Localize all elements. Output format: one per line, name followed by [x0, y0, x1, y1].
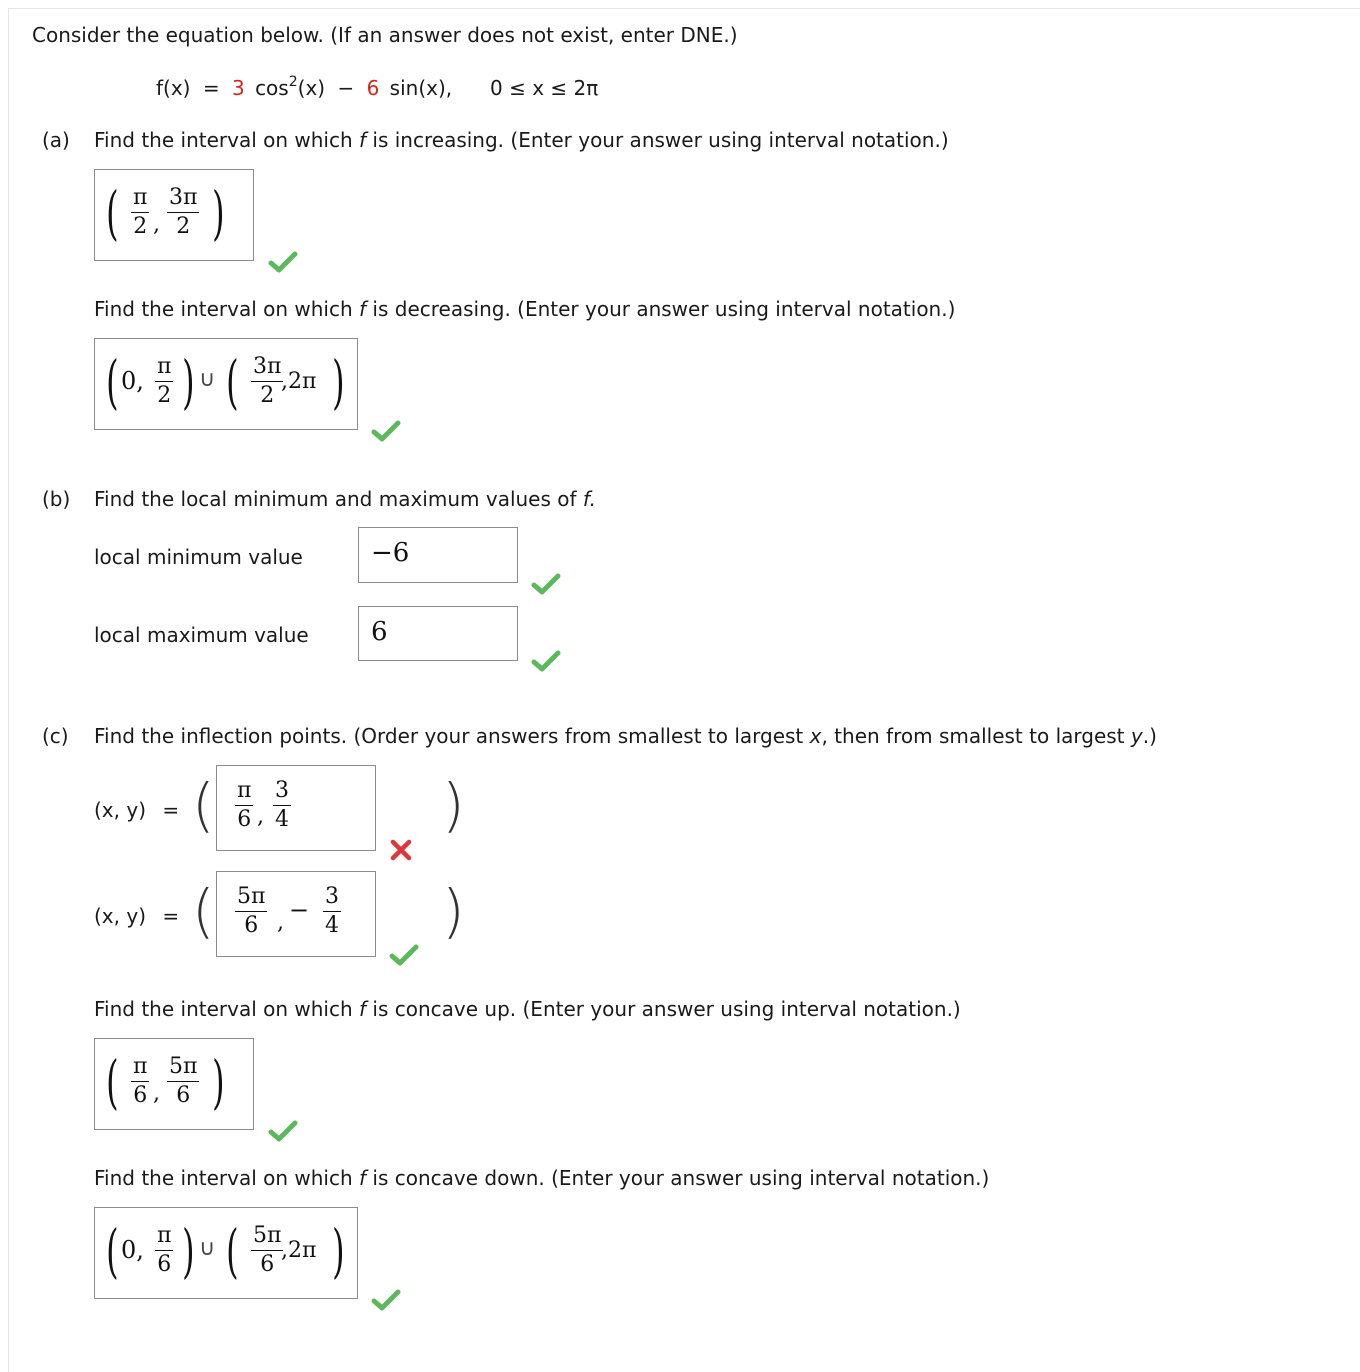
right-paren: ) — [182, 1217, 195, 1285]
part-c-label: (c) — [42, 724, 69, 748]
denominator: 2 — [260, 383, 275, 408]
part-c-question — [94, 724, 1157, 748]
local-min-value: −6 — [371, 538, 410, 568]
numerator: 5π — [235, 886, 267, 912]
negative-sign: − — [289, 896, 310, 924]
correct-check-icon — [268, 1119, 298, 1143]
equation — [156, 76, 452, 103]
numerator: 3 — [323, 886, 341, 912]
numerator: 3 — [273, 780, 291, 806]
left-paren: ( — [106, 1048, 119, 1116]
question-text: Find the local minimum and maximum values of — [94, 487, 583, 511]
fraction — [251, 356, 283, 407]
part-b-label: (b) — [42, 487, 71, 511]
numerator: π — [235, 780, 253, 806]
function-f: f. — [582, 487, 596, 511]
question-text: Find the interval on which — [94, 1166, 360, 1190]
question-text: .) — [1142, 724, 1157, 748]
left-paren: ( — [106, 348, 119, 416]
equation-exponent: 2 — [288, 74, 298, 90]
right-paren: ) — [442, 771, 465, 839]
fraction — [155, 1225, 173, 1276]
right-paren: ) — [212, 1048, 225, 1116]
fraction — [273, 780, 291, 831]
point-label: (x, y) — [94, 798, 146, 822]
part-c-question-concave-up — [94, 997, 961, 1021]
question-text: , then from smallest to largest — [821, 724, 1131, 748]
equation-coef2: 6 — [366, 76, 380, 100]
equals: = — [162, 904, 180, 928]
numerator: π — [131, 1056, 149, 1082]
frame-top-border — [8, 8, 1360, 9]
fraction — [167, 187, 199, 238]
comma: , — [257, 804, 264, 829]
right-paren: ) — [182, 348, 195, 416]
left-paren: ( — [226, 348, 239, 416]
local-max-input[interactable] — [358, 606, 518, 661]
variable-x: x — [809, 724, 822, 748]
question-text: Find the interval on which — [94, 128, 360, 152]
part-c-question-concave-down — [94, 1166, 989, 1190]
part-a-question-increasing — [94, 128, 949, 152]
local-max-value: 6 — [371, 617, 388, 647]
equation-term1: cos — [255, 76, 289, 100]
denominator: 2 — [133, 214, 148, 239]
question-text: Find the inflection points. (Order your answers from smallest to largest — [94, 724, 810, 748]
denominator: 6 — [237, 807, 252, 832]
numerator: 3π — [167, 187, 199, 213]
inflection-point-2-input[interactable] — [216, 871, 376, 957]
left-paren: ( — [192, 877, 215, 945]
local-min-label: local minimum value — [94, 545, 303, 569]
left-paren: ( — [192, 771, 215, 839]
denominator: 6 — [176, 1083, 191, 1108]
concave-up-answer-input[interactable] — [94, 1038, 254, 1130]
local-min-input[interactable] — [358, 527, 518, 583]
right-paren: ) — [442, 877, 465, 945]
union-symbol: ∪ — [199, 367, 216, 392]
question-text: Find the interval on which — [94, 997, 360, 1021]
left-paren: ( — [106, 179, 119, 247]
function-f: f — [359, 997, 367, 1021]
inflection-point-1-label — [94, 798, 179, 822]
inflection-point-2-label — [94, 904, 179, 928]
fraction — [235, 780, 253, 831]
part-a-question-decreasing — [94, 297, 955, 321]
denominator: 6 — [260, 1252, 275, 1277]
denominator: 2 — [157, 383, 172, 408]
fraction — [131, 187, 149, 238]
correct-check-icon — [371, 1288, 401, 1312]
incorrect-x-icon — [389, 838, 413, 862]
equation-equals: = — [202, 76, 220, 100]
denominator: 6 — [133, 1083, 148, 1108]
decreasing-answer-input[interactable] — [94, 338, 358, 430]
point-label: (x, y) — [94, 904, 146, 928]
correct-check-icon — [268, 250, 298, 274]
interval-start: 0, — [121, 1236, 144, 1264]
equation-term2: sin(x), — [389, 76, 453, 100]
correct-check-icon — [371, 419, 401, 443]
numerator: π — [155, 356, 173, 382]
numerator: π — [155, 1225, 173, 1251]
correct-check-icon — [531, 649, 561, 673]
fraction — [131, 1056, 149, 1107]
increasing-answer-input[interactable] — [94, 169, 254, 261]
equation-coef1: 3 — [231, 76, 245, 100]
function-f: f — [359, 1166, 367, 1190]
question-text: is decreasing. (Enter your answer using interval notation.) — [366, 297, 956, 321]
numerator: π — [131, 187, 149, 213]
right-paren: ) — [212, 179, 225, 247]
part-b-question — [94, 487, 596, 511]
question-text: is concave down. (Enter your answer using interval notation.) — [366, 1166, 990, 1190]
part-a-label: (a) — [42, 128, 70, 152]
right-paren: ) — [332, 1217, 345, 1285]
denominator: 2 — [176, 214, 191, 239]
left-paren: ( — [226, 1217, 239, 1285]
numerator: 3π — [251, 356, 283, 382]
equation-lhs: f(x) — [156, 76, 191, 100]
equation-domain: 0 ≤ x ≤ 2π — [490, 76, 599, 100]
interval-end: ,2π — [281, 369, 317, 394]
inflection-point-1-input[interactable] — [216, 765, 376, 851]
equation-minus: − — [337, 76, 355, 100]
denominator: 6 — [157, 1252, 172, 1277]
local-max-label: local maximum value — [94, 623, 309, 647]
fraction — [251, 1225, 283, 1276]
interval-start: 0, — [121, 367, 144, 395]
denominator: 4 — [275, 807, 289, 832]
function-f: f — [359, 297, 367, 321]
correct-check-icon — [389, 943, 419, 967]
fraction — [323, 886, 341, 937]
fraction — [167, 1056, 199, 1107]
concave-down-answer-input[interactable] — [94, 1207, 358, 1299]
frame-left-border — [8, 8, 9, 1372]
numerator: 5π — [251, 1225, 283, 1251]
variable-y: y — [1130, 724, 1143, 748]
left-paren: ( — [106, 1217, 119, 1285]
denominator: 4 — [325, 913, 339, 938]
numerator: 5π — [167, 1056, 199, 1082]
correct-check-icon — [531, 572, 561, 596]
question-text: is increasing. (Enter your answer using interval notation.) — [366, 128, 949, 152]
fraction — [155, 356, 173, 407]
comma: , — [153, 212, 160, 237]
denominator: 6 — [244, 913, 259, 938]
union-symbol: ∪ — [199, 1236, 216, 1261]
intro-text: Consider the equation below. (If an answer does not exist, enter DNE.) — [32, 23, 738, 47]
right-paren: ) — [332, 348, 345, 416]
question-text: Find the interval on which — [94, 297, 360, 321]
function-f: f — [359, 128, 367, 152]
equation-term1-arg: (x) — [297, 76, 326, 100]
equals: = — [162, 798, 180, 822]
fraction — [235, 886, 267, 937]
question-text: is concave up. (Enter your answer using interval notation.) — [366, 997, 961, 1021]
interval-end: ,2π — [281, 1238, 317, 1263]
comma: , — [277, 910, 284, 935]
comma: , — [153, 1081, 160, 1106]
